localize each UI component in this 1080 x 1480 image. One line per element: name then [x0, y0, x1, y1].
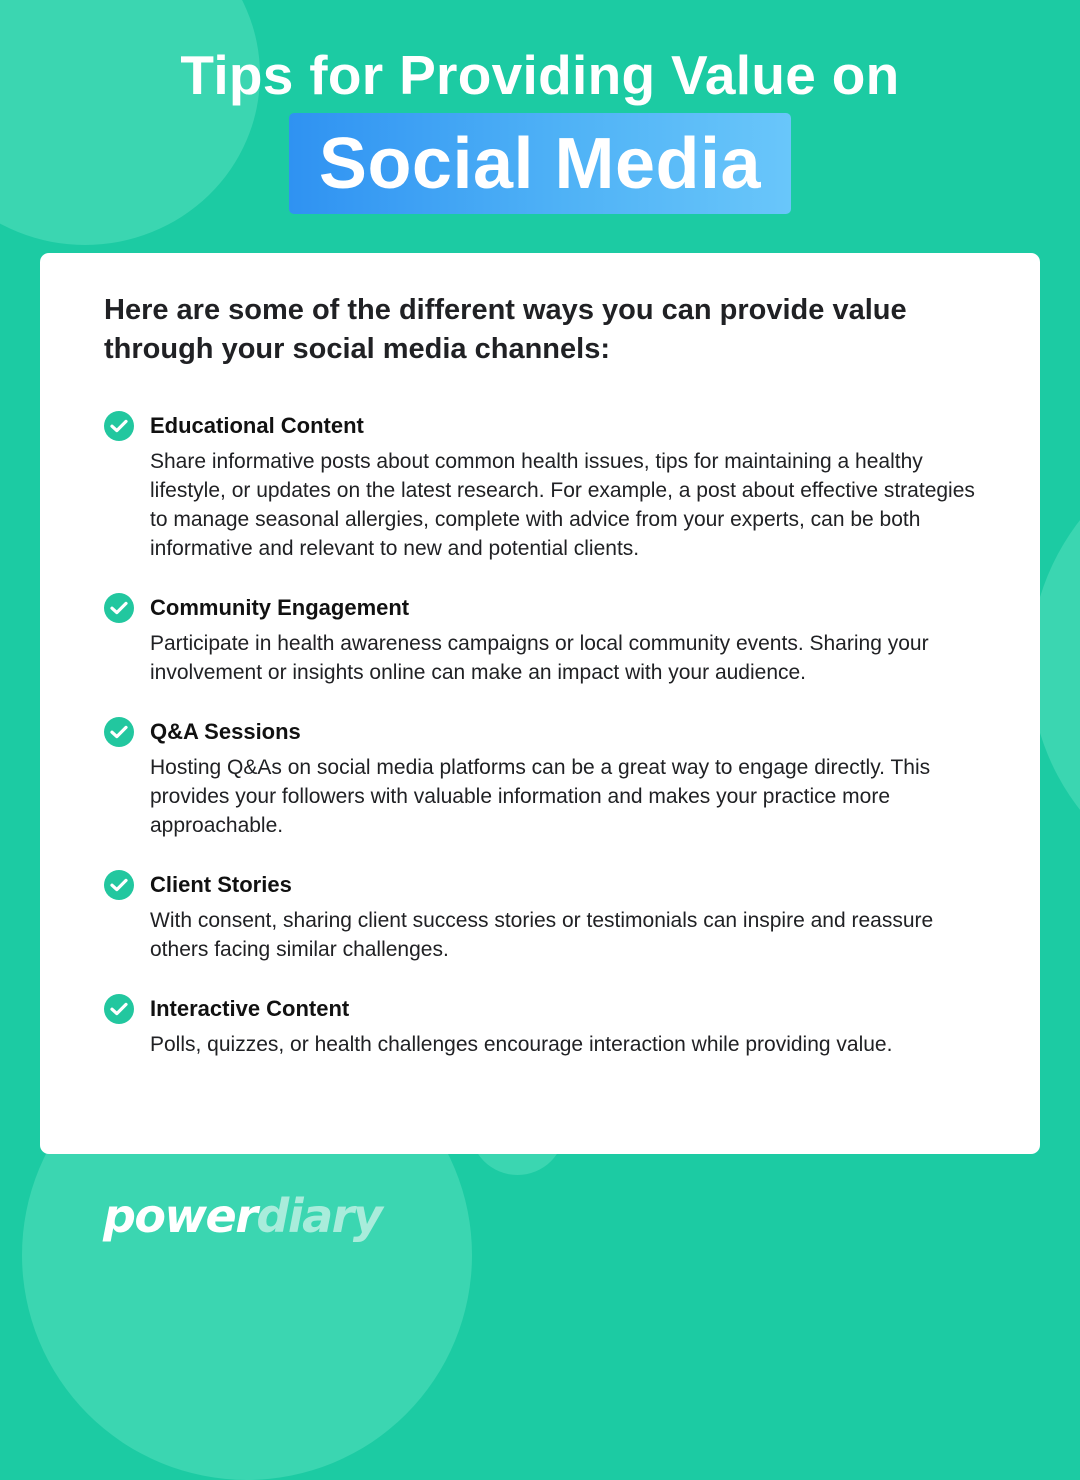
page-title: Tips for Providing Value on [180, 44, 900, 106]
tip-description: Share informative posts about common health issues, tips for maintaining a healthy lifestyle, or updates on the latest research. For example, a post about effective strategies to manage seasonal allergies, complete with advice from your experts, can be both informative and relevant to new and potential clients. [150, 450, 975, 560]
tip-title: Educational Content [150, 413, 364, 438]
logo-text-diary: diary [256, 1189, 382, 1243]
tip-title: Interactive Content [150, 996, 350, 1021]
tip-title: Community Engagement [150, 595, 410, 620]
check-circle-icon [104, 870, 134, 900]
tip-description: Hosting Q&As on social media platforms can be a great way to engage directly. This provides your followers with valuable information and makes your practice more approachable. [150, 756, 931, 837]
tip-description: Participate in health awareness campaigns or local community events. Sharing your involvement or insights online can make an impact with your audience. [150, 632, 929, 684]
check-circle-icon [104, 994, 134, 1024]
check-circle-icon [104, 717, 134, 747]
tips-list [104, 408, 984, 1086]
tip-title: Q&A Sessions [150, 719, 301, 744]
tip-item-client-stories [104, 867, 984, 964]
tip-item-educational-content [104, 408, 984, 563]
powerdiary-logo [103, 1186, 381, 1246]
tip-item-community-engagement [104, 590, 984, 687]
tip-item-qa-sessions [104, 714, 984, 840]
page-title-highlight: Social Media [318, 123, 762, 204]
title-highlight-badge [289, 113, 791, 214]
check-circle-icon [104, 411, 134, 441]
logo-text-power: power [103, 1189, 257, 1243]
tip-title: Client Stories [150, 872, 292, 897]
tip-item-interactive-content [104, 991, 984, 1059]
tip-description: Polls, quizzes, or health challenges encourage interaction while providing value. [150, 1033, 893, 1056]
background-circle [0, 0, 260, 245]
intro-text: Here are some of the different ways you can provide value through your social media channels: [104, 294, 907, 365]
tip-description: With consent, sharing client success stories or testimonials can inspire and reassure others facing similar challenges. [150, 909, 934, 961]
content-card [40, 253, 1040, 1154]
check-circle-icon [104, 593, 134, 623]
